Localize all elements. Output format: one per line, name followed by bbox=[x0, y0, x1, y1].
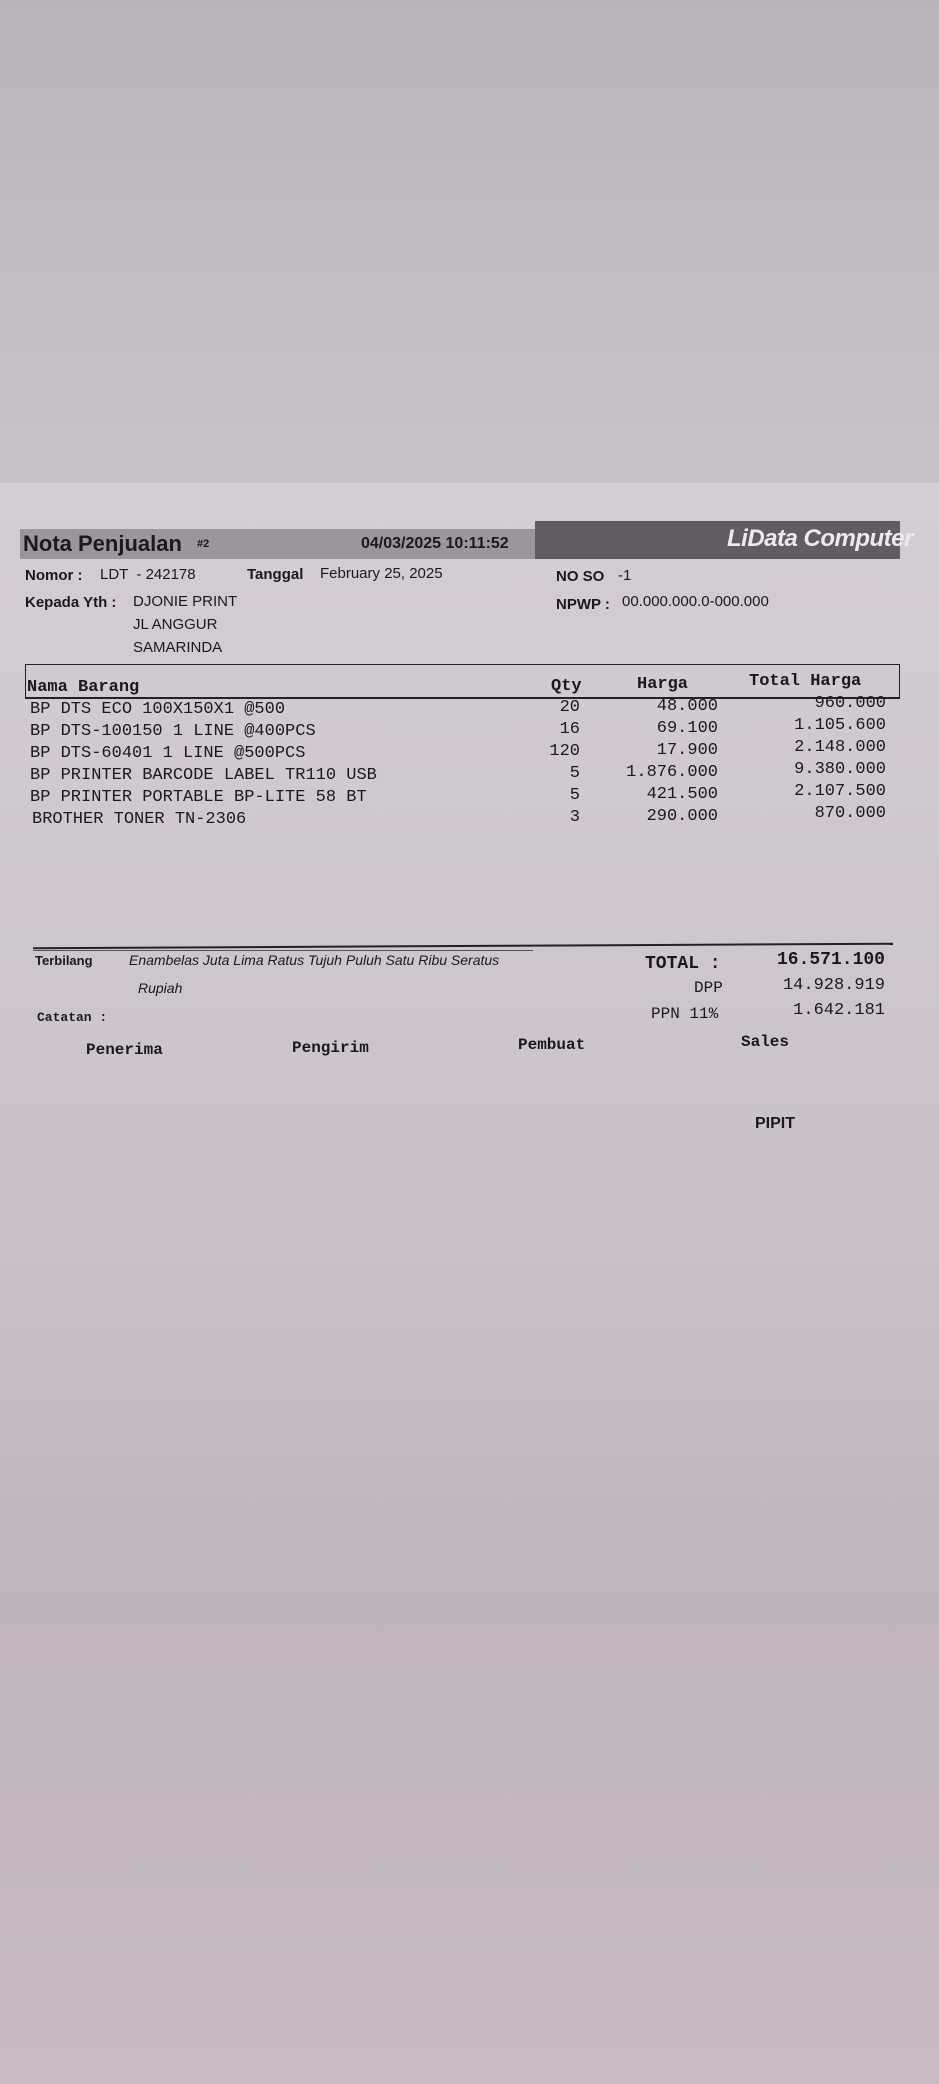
item-name: BP DTS-60401 1 LINE @500PCS bbox=[30, 744, 306, 763]
item-qty: 3 bbox=[569, 808, 580, 827]
item-name: BP PRINTER BARCODE LABEL TR110 USB bbox=[30, 766, 377, 785]
signature-sales: Sales bbox=[741, 1033, 790, 1051]
sales-name: PIPIT bbox=[755, 1115, 796, 1132]
item-total: 2.107.500 bbox=[794, 782, 886, 801]
item-total: 9.380.000 bbox=[794, 760, 886, 779]
item-price: 421.500 bbox=[646, 785, 718, 804]
item-total: 2.148.000 bbox=[794, 738, 886, 757]
footer-divider-thin bbox=[33, 950, 533, 951]
item-total: 1.105.600 bbox=[794, 716, 886, 735]
col-nama-barang: Nama Barang bbox=[27, 678, 140, 697]
terbilang-label: Terbilang bbox=[35, 953, 93, 968]
col-harga: Harga bbox=[637, 675, 689, 694]
item-name: BP DTS ECO 100X150X1 @500 bbox=[30, 700, 286, 719]
total-value: 16.571.100 bbox=[776, 950, 885, 970]
item-price: 17.900 bbox=[656, 741, 718, 760]
item-qty: 5 bbox=[569, 764, 580, 783]
catatan-label: Catatan : bbox=[37, 1010, 108, 1025]
item-total: 960.000 bbox=[814, 694, 886, 713]
signature-penerima: Penerima bbox=[86, 1041, 163, 1059]
tanggal-label: Tanggal bbox=[247, 566, 304, 583]
tanggal-value: February 25, 2025 bbox=[320, 565, 443, 582]
item-qty: 16 bbox=[559, 720, 580, 739]
col-total-harga: Total Harga bbox=[749, 672, 862, 691]
total-label: TOTAL : bbox=[645, 954, 721, 974]
document-title: Nota Penjualan bbox=[23, 531, 182, 556]
nomor-value: LDT - 242178 bbox=[100, 566, 196, 583]
copy-mark: #2 bbox=[197, 538, 210, 550]
noso-value: -1 bbox=[618, 567, 632, 584]
printed-timestamp: 04/03/2025 10:11:52 bbox=[361, 535, 509, 552]
terbilang-text: Enambelas Juta Lima Ratus Tujuh Puluh Satu Ribu Seratus bbox=[129, 952, 500, 968]
customer-address-1: JL ANGGUR bbox=[133, 616, 218, 633]
item-price: 1.876.000 bbox=[626, 763, 718, 782]
background-surface bbox=[0, 0, 939, 484]
terbilang-text-2: Rupiah bbox=[138, 980, 183, 996]
npwp-value: 00.000.000.0-000.000 bbox=[622, 593, 769, 610]
signature-pengirim: Pengirim bbox=[292, 1039, 369, 1057]
item-name: BP DTS-100150 1 LINE @400PCS bbox=[30, 722, 316, 741]
dpp-value: 14.928.919 bbox=[782, 976, 885, 995]
npwp-label: NPWP : bbox=[556, 596, 610, 613]
ppn-value: 1.642.181 bbox=[793, 1001, 885, 1020]
ppn-label: PPN 11% bbox=[651, 1005, 719, 1023]
item-qty: 5 bbox=[569, 786, 580, 805]
item-qty: 20 bbox=[559, 698, 580, 717]
dpp-label: DPP bbox=[694, 979, 723, 997]
item-price: 48.000 bbox=[656, 697, 718, 716]
item-price: 69.100 bbox=[656, 719, 718, 738]
col-qty: Qty bbox=[551, 677, 582, 696]
customer-name: DJONIE PRINT bbox=[133, 593, 238, 610]
brand-logo: LiData Computer bbox=[727, 525, 913, 552]
customer-address-2: SAMARINDA bbox=[133, 639, 223, 656]
item-total: 870.000 bbox=[814, 804, 886, 823]
item-price: 290.000 bbox=[646, 807, 718, 826]
signature-pembuat: Pembuat bbox=[518, 1036, 586, 1054]
kepada-label: Kepada Yth : bbox=[25, 594, 117, 611]
item-qty: 120 bbox=[549, 742, 580, 761]
item-name: BP PRINTER PORTABLE BP-LITE 58 BT bbox=[30, 788, 367, 807]
item-name: BROTHER TONER TN-2306 bbox=[32, 810, 247, 829]
noso-label: NO SO bbox=[556, 568, 605, 585]
nomor-label: Nomor : bbox=[25, 567, 83, 584]
